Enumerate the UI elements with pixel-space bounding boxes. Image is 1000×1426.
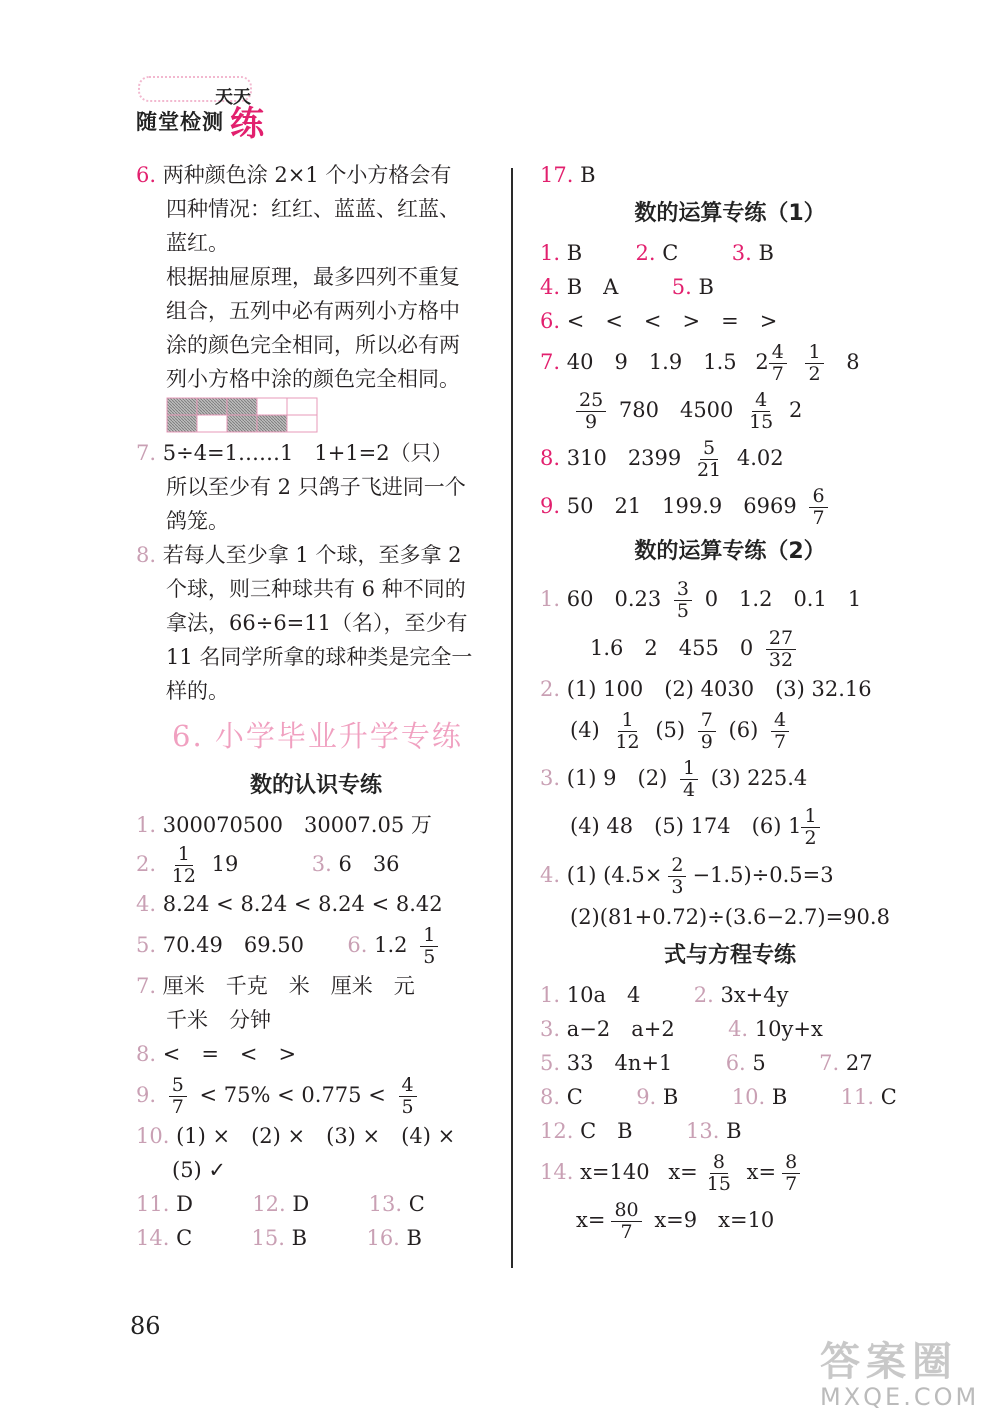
left-column — [136, 158, 496, 1255]
fraction: $\frac{5}{7}$ — [169, 1075, 187, 1118]
answer-line: 个球，则三种球共有 6 种不同的 — [166, 577, 466, 601]
fraction: $\frac{4}{7}$ — [769, 342, 787, 385]
answer-line: 10. (1) × (2) × (3) × (4) × — [136, 1124, 456, 1148]
fraction: $\frac{3}{5}$ — [674, 579, 692, 622]
page-number: 86 — [130, 1312, 161, 1340]
answer-line: 4. 8.24 < 8.2̇4̇ < 8.24̇ < 8.42 — [136, 892, 443, 916]
grid-figure-row — [136, 396, 496, 436]
fraction: $\frac{4}{7}$ — [771, 710, 789, 753]
brand-small: 天天 — [215, 87, 251, 108]
grid-figure — [166, 397, 318, 433]
answer-line: 蓝红。 — [166, 231, 229, 255]
answer-line: 9. $\frac{5}{7}$ < 75% < 0.775 < $\frac{4}{5}$ — [136, 1071, 496, 1119]
answer-line: 12. C B 13. B — [540, 1119, 742, 1143]
answer-line: 涂的颜色完全相同，所以必有两 — [166, 333, 460, 357]
answer-line: 拿法，66÷6=11（名），至少有 — [166, 611, 468, 635]
answer-line: 根据抽屉原理，最多四列不重复 — [166, 265, 460, 289]
fraction: $\frac{27}{32}$ — [766, 628, 796, 671]
fraction: $\frac{8}{7}$ — [782, 1152, 800, 1195]
section-title: 数的运算专练（2） — [634, 539, 826, 564]
column-divider — [511, 168, 513, 1268]
section-title: 数的认识专练 — [249, 773, 382, 798]
answer-line: 17. B — [540, 163, 596, 187]
fraction: $\frac{1}{2}$ — [805, 342, 823, 385]
answer-line: 鸽笼。 — [166, 509, 229, 533]
brand-logo: 练 — [230, 104, 264, 144]
section-title: 式与方程专练 — [663, 943, 796, 968]
answer-line: 8. C 9. B 10. B 11. C — [540, 1085, 897, 1109]
answer-line: 5. 33 4n+1 6. 5 7. 27 — [540, 1051, 873, 1075]
chapter-title: 6. 小学毕业升学专练 — [172, 719, 463, 753]
answer-line: (4) 48 (5) 174 (6) 1 $\frac{1}{2}$ — [540, 802, 920, 850]
answer-line: 1. 60 0.23 $\frac{3}{5}$ 0 1.2 0.1 1 — [540, 578, 862, 622]
fraction: $\frac{1}{12}$ — [615, 709, 640, 753]
fraction: $\frac{8}{15}$ — [706, 1151, 731, 1195]
answer-line: 3. (1) 9 (2) $\frac{1}{4}$ (3) 225.4 — [540, 757, 808, 801]
answer-line: 11 名同学所拿的球种类是完全一 — [166, 645, 473, 669]
answer-line: 8. 310 2399 $\frac{5}{21}$ 4.02 — [540, 437, 784, 481]
answer-line: 4. B A 5. B — [540, 275, 714, 299]
answer-line: 2. (1) 100 (2) 4030 (3) 32.16 — [540, 677, 872, 701]
watermark — [820, 1330, 1000, 1426]
answer-line: 5. 70.49 69.50 6. 1.2 $\frac{1}{5}$ — [136, 921, 496, 969]
answer-line: 列小方格中涂的颜色完全相同。 — [166, 367, 460, 391]
answer-line: 1. 300070500 30007.05 万 — [136, 813, 432, 837]
fraction: $\frac{1}{5}$ — [420, 925, 438, 968]
answer-line: 1.6 2 455 0 $\frac{27}{32}$ — [540, 624, 920, 672]
watermark-url: MXQE.COM — [820, 1383, 980, 1411]
answer-line: 8. 若每人至少拿 1 个球，至多拿 2 — [136, 543, 462, 567]
fraction: $\frac{6}{7}$ — [809, 486, 827, 529]
page-header — [130, 70, 290, 144]
fraction: $\frac{1}{12}$ — [171, 843, 196, 887]
fraction: $\frac{2}{3}$ — [668, 855, 686, 898]
answer-line: 6. 两种颜色涂 2×1 个小方格会有 — [136, 163, 452, 187]
answer-line: 8. < = < > — [136, 1042, 297, 1066]
fraction: $\frac{1}{4}$ — [680, 758, 698, 801]
answer-line: 四种情况：红红、蓝蓝、红蓝、 — [166, 197, 460, 221]
answer-line: (2)(81+0.72)÷(3.6−2.7)=90.8 — [570, 905, 890, 929]
fraction: $\frac{4}{15}$ — [749, 389, 774, 433]
answer-line: 14. x=140 x= $\frac{8}{15}$ x= $\frac{8}{7}$ — [540, 1148, 920, 1196]
fraction: $\frac{25}{9}$ — [576, 390, 606, 433]
answer-line: $\frac{25}{9}$ 780 4500 $\frac{4}{15}$ 2 — [540, 386, 920, 434]
section-title: 数的运算专练（1） — [634, 201, 826, 226]
answer-line: 2. $\frac{1}{12}$ 19 3. 6 36 — [136, 843, 400, 887]
answer-line: 样的。 — [166, 679, 229, 703]
brand-text: 随堂检测 — [136, 110, 224, 134]
answer-line: x= $\frac{80}{7}$ x=9 x=10 — [576, 1199, 775, 1243]
answer-line: 7. 5÷4=1……1 1+1=2（只） — [136, 441, 453, 465]
answer-line: 1. B 2. C 3. B — [540, 241, 774, 265]
fraction: $\frac{80}{7}$ — [611, 1200, 641, 1243]
answer-line: 6. < < < > = > — [540, 309, 778, 333]
answer-line: 14. C 15. B 16. B — [136, 1226, 422, 1250]
answer-line: 7. 40 9 1.9 1.5 2 $\frac{4}{7}$ $\frac{1}{2}$ 8 — [540, 341, 860, 385]
answer-line: 4. (1) (4.5× $\frac{2}{3}$ −1.5)÷0.5=3 — [540, 854, 834, 898]
answer-line: (5) ✓ — [172, 1158, 227, 1182]
answer-line: 11. D 12. D 13. C — [136, 1192, 425, 1216]
answer-line: 1. 10a 4 2. 3x+4y — [540, 983, 789, 1007]
answer-line: 9. 50 21 199.9 6969 $\frac{6}{7}$ — [540, 482, 920, 530]
fraction: $\frac{4}{5}$ — [399, 1075, 417, 1118]
answer-line: 3. a−2 a+2 4. 10y+x — [540, 1017, 823, 1041]
fraction: $\frac{7}{9}$ — [698, 710, 716, 753]
answer-line: 所以至少有 2 只鸽子飞进同一个 — [166, 475, 466, 499]
answer-line: 组合，五列中必有两列小方格中 — [166, 299, 460, 323]
answer-line: 千米 分钟 — [166, 1008, 271, 1032]
right-column — [540, 158, 920, 1244]
watermark-logo: 答案圈 — [820, 1339, 958, 1385]
answer-line: 7. 厘米 千克 米 厘米 元 — [136, 974, 415, 998]
fraction: $\frac{5}{21}$ — [696, 437, 722, 481]
answer-line: (4) $\frac{1}{12}$ (5) $\frac{7}{9}$ (6) $\frac{4}{7}$ — [540, 706, 920, 754]
fraction: $\frac{1}{2}$ — [801, 806, 819, 849]
